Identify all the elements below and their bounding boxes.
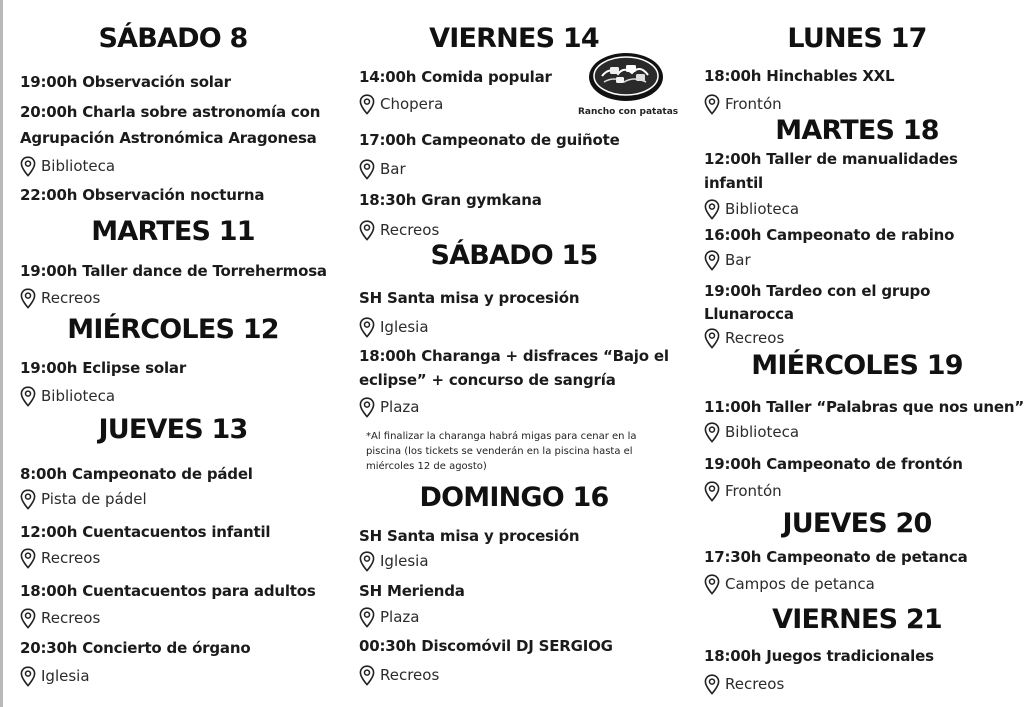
day-heading: MIÉRCOLES 12 xyxy=(67,314,279,345)
location-label: Biblioteca xyxy=(41,157,116,175)
location-label: Biblioteca xyxy=(725,423,800,441)
day-heading: VIERNES 21 xyxy=(772,604,942,635)
location-pin-icon xyxy=(359,220,375,241)
event-text: 19:00h Taller dance de Torrehermosa xyxy=(20,262,327,280)
location-label: Frontón xyxy=(725,482,782,500)
dish-label: Rancho con patatas xyxy=(578,107,679,117)
event-text: Agrupación Astronómica Aragonesa xyxy=(20,129,317,147)
location-label: Pista de pádel xyxy=(41,490,147,508)
event-text: 12:00h Taller de manualidades xyxy=(704,150,958,168)
event-text: 20:00h Charla sobre astronomía con xyxy=(20,103,321,121)
footnote: *Al finalizar la charanga habrá migas para cenar en la piscina (los tickets se venderán en la piscina hasta el miércoles 12 de agosto) xyxy=(366,431,637,472)
event-text: 14:00h Comida popular xyxy=(359,68,552,86)
event-text: 00:30h Discomóvil DJ SERGIOG xyxy=(359,637,613,655)
location-pin-icon xyxy=(20,156,36,177)
event-text: 19:00h Observación solar xyxy=(20,73,231,91)
page-edge xyxy=(0,0,3,707)
event-text: 16:00h Campeonato de rabino xyxy=(704,226,955,244)
location-label: Iglesia xyxy=(380,552,429,570)
day-heading: DOMINGO 16 xyxy=(419,482,609,513)
location-pin-icon xyxy=(359,317,375,338)
location-label: Recreos xyxy=(380,666,440,684)
location-label: Plaza xyxy=(380,398,420,416)
location-pin-icon xyxy=(20,548,36,569)
location-pin-icon xyxy=(704,574,720,595)
day-heading: JUEVES 20 xyxy=(782,508,932,539)
event-text: infantil xyxy=(704,174,764,192)
location-label: Biblioteca xyxy=(41,387,116,405)
location-pin-icon xyxy=(359,159,375,180)
day-heading: JUEVES 13 xyxy=(98,414,248,445)
location-label: Iglesia xyxy=(41,667,90,685)
event-text: SH Santa misa y procesión xyxy=(359,527,580,545)
location-label: Recreos xyxy=(41,609,101,627)
location-pin-icon xyxy=(359,665,375,686)
event-text: 18:00h Hinchables XXL xyxy=(704,67,895,85)
day-heading: SÁBADO 8 xyxy=(98,23,248,54)
location-pin-icon xyxy=(704,481,720,502)
event-text: 11:00h Taller “Palabras que nos unen” xyxy=(704,398,1024,416)
event-text: 19:00h Tardeo con el grupo xyxy=(704,282,931,300)
location-label: Recreos xyxy=(380,221,440,239)
location-label: Frontón xyxy=(725,95,782,113)
location-label: Bar xyxy=(725,251,751,269)
day-heading: LUNES 17 xyxy=(787,23,927,54)
event-text: 18:00h Charanga + disfraces “Bajo el xyxy=(359,347,669,365)
location-pin-icon xyxy=(704,250,720,271)
dish-pan-icon xyxy=(586,50,666,104)
day-heading: SÁBADO 15 xyxy=(430,240,598,271)
event-text: 19:00h Eclipse solar xyxy=(20,359,187,377)
event-text: 20:30h Concierto de órgano xyxy=(20,639,251,657)
location-pin-icon xyxy=(359,397,375,418)
location-pin-icon xyxy=(359,551,375,572)
event-text: SH Merienda xyxy=(359,582,465,600)
event-text: 17:30h Campeonato de petanca xyxy=(704,548,968,566)
event-text: 12:00h Cuentacuentos infantil xyxy=(20,523,271,541)
location-pin-icon xyxy=(359,94,375,115)
event-text: Llunarocca xyxy=(704,305,794,323)
event-text: 19:00h Campeonato de frontón xyxy=(704,455,963,473)
event-text: eclipse” + concurso de sangría xyxy=(359,371,616,389)
location-pin-icon xyxy=(704,328,720,349)
location-pin-icon xyxy=(20,288,36,309)
location-pin-icon xyxy=(20,608,36,629)
event-text: 8:00h Campeonato de pádel xyxy=(20,465,253,483)
location-label: Chopera xyxy=(380,95,444,113)
location-label: Biblioteca xyxy=(725,200,800,218)
day-heading: VIERNES 14 xyxy=(429,23,599,54)
location-pin-icon xyxy=(704,422,720,443)
location-label: Recreos xyxy=(725,675,785,693)
location-pin-icon xyxy=(704,199,720,220)
location-pin-icon xyxy=(20,666,36,687)
location-label: Bar xyxy=(380,160,406,178)
location-pin-icon xyxy=(359,607,375,628)
day-heading: MARTES 18 xyxy=(775,115,939,146)
day-heading: MARTES 11 xyxy=(91,216,255,247)
event-text: 18:30h Gran gymkana xyxy=(359,191,542,209)
event-text: 22:00h Observación nocturna xyxy=(20,186,265,204)
location-label: Plaza xyxy=(380,608,420,626)
location-label: Campos de petanca xyxy=(725,575,875,593)
location-pin-icon xyxy=(20,489,36,510)
location-pin-icon xyxy=(704,674,720,695)
location-label: Iglesia xyxy=(380,318,429,336)
event-text: SH Santa misa y procesión xyxy=(359,289,580,307)
location-label: Recreos xyxy=(41,549,101,567)
day-heading: MIÉRCOLES 19 xyxy=(751,350,963,381)
location-pin-icon xyxy=(20,386,36,407)
location-pin-icon xyxy=(704,94,720,115)
location-label: Recreos xyxy=(41,289,101,307)
location-label: Recreos xyxy=(725,329,785,347)
event-text: 18:00h Cuentacuentos para adultos xyxy=(20,582,316,600)
event-text: 17:00h Campeonato de guiñote xyxy=(359,131,620,149)
event-text: 18:00h Juegos tradicionales xyxy=(704,647,934,665)
